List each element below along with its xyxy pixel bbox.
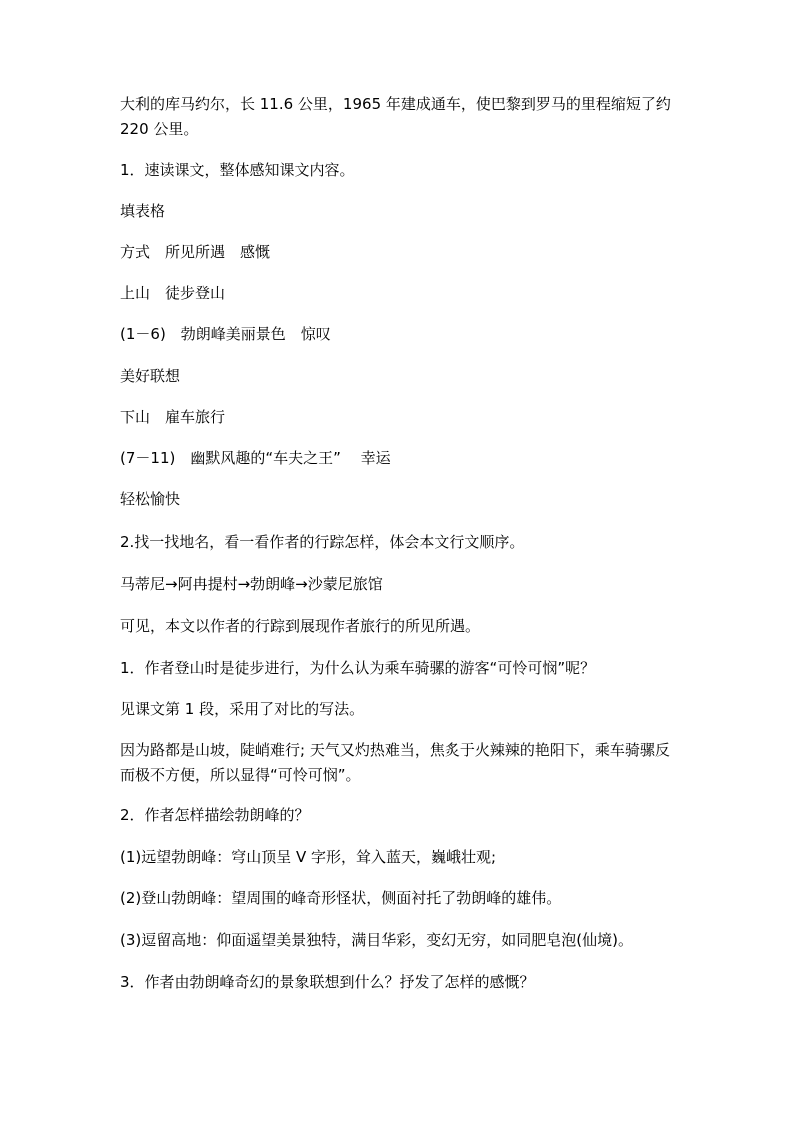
paragraph-relaxed: 轻松愉快 [120,490,181,508]
paragraph-route: 马蒂尼→阿冉提村→勃朗峰→沙蒙尼旅馆 [120,575,383,593]
paragraph-conclusion: 可见，本文以作者的行踪到展现作者旅行的所见所遇。 [120,617,481,635]
paragraph-uphill: 上山 徒步登山 [120,284,226,302]
paragraph-answer-1a: 见课文第 1 段，采用了对比的写法。 [120,700,365,718]
paragraph-downhill: 下山 雇车旅行 [120,408,226,426]
paragraph-task-1: 1．速读课文，整体感知课文内容。 [120,161,355,179]
paragraph-question-1: 1．作者登山时是徒步进行，为什么认为乘车骑骡的游客“可怜可悯”呢？ [120,659,596,677]
paragraph-tunnel-intro: 大利的库马约尔，长 11.6 公里，1965 年建成通车，使巴黎到罗马的里程缩短了约 220 公里。 [120,95,676,138]
paragraph-table-header: 方式 所见所遇 感慨 [120,243,271,261]
paragraph-section-1-6: (1－6) 勃朗峰美丽景色 惊叹 [120,325,331,343]
paragraph-section-7-11: (7－11) 幽默风趣的“车夫之王” 幸运 [120,449,391,467]
paragraph-fill-table: 填表格 [120,202,166,220]
paragraph-answer-2-3: (3)逗留高地：仰面遥望美景独特，满目华彩，变幻无穷，如同肥皂泡(仙境)。 [120,931,633,949]
paragraph-answer-2-1: (1)远望勃朗峰：穹山顶呈 V 字形，耸入蓝天，巍峨壮观; [120,848,497,866]
paragraph-question-3: 3．作者由勃朗峰奇幻的景象联想到什么？抒发了怎样的感慨？ [120,973,535,991]
paragraph-answer-1b: 因为路都是山坡，陡峭难行; 天气又灼热难当，焦炙于火辣辣的艳阳下，乘车骑骡反而极不方便，所以显得“可怜可悯”。 [120,741,670,784]
paragraph-question-2: 2．作者怎样描绘勃朗峰的？ [120,806,310,824]
paragraph-task-2: 2.找一找地名，看一看作者的行踪怎样，体会本文行文顺序。 [120,533,525,551]
paragraph-answer-2-2: (2)登山勃朗峰：望周围的峰奇形怪状，侧面衬托了勃朗峰的雄伟。 [120,889,562,907]
paragraph-nice-association: 美好联想 [120,367,181,385]
